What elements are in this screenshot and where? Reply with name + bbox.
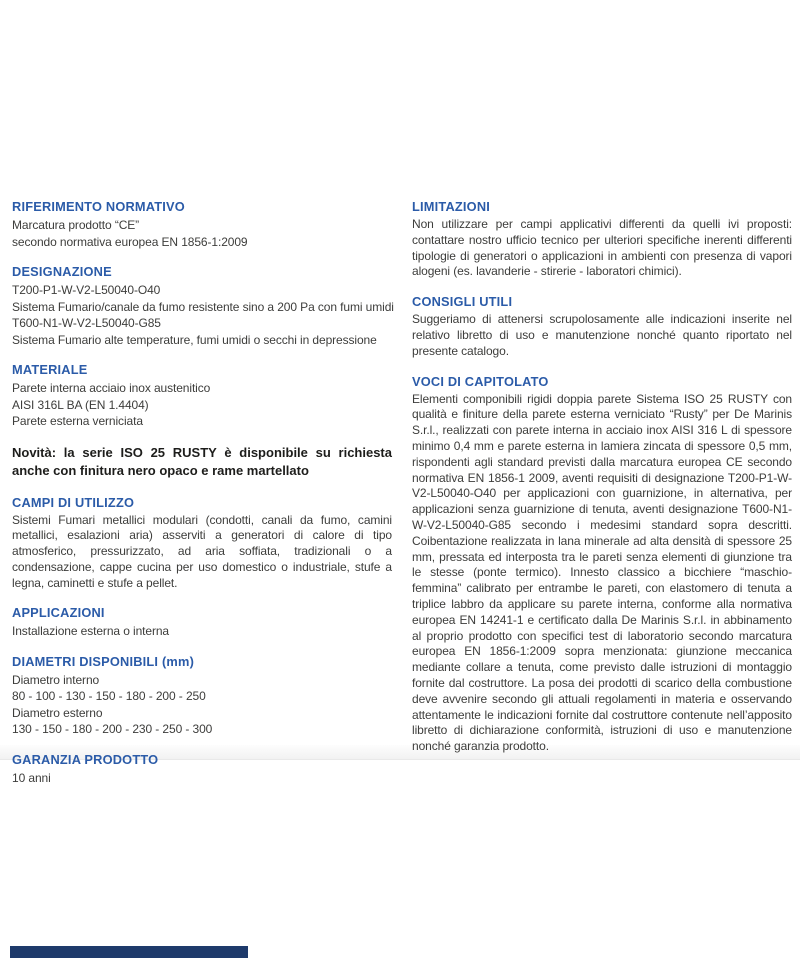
heading-riferimento-normativo: RIFERIMENTO NORMATIVO (12, 199, 185, 214)
text-line: 10 anni (12, 770, 51, 785)
heading-voci-di-capitolato: VOCI DI CAPITOLATO (412, 373, 549, 389)
heading-designazione: DESIGNAZIONE (12, 264, 112, 279)
heading-campi-di-utilizzo: CAMPI DI UTILIZZO (12, 494, 135, 510)
text-line: Parete interna acciaio inox austenitico (12, 381, 211, 395)
section-campi-di-utilizzo (12, 495, 392, 592)
limitazioni-paragraph: Non utilizzare per campi applicativi differenti da quelli ivi proposti: contattare nostro ufficio tecnico per ulteriori specifiche inerenti differenti tipologie di generatori o applicazioni in ambienti con presenza di vapori alogeni (es. lavanderie - stirerie - laboratori chimici). (412, 217, 792, 279)
section-garanzia-prodotto (12, 752, 392, 787)
heading-applicazioni: APPLICAZIONI (12, 605, 105, 621)
text-line: T600-N1-W-V2-L50040-G85 (12, 316, 161, 330)
text-line: T200-P1-W-V2-L50040-O40 (12, 283, 161, 297)
section-diametri-disponibili (12, 654, 392, 738)
text-line: Sistema Fumario alte temperature, fumi umidi o secchi in depressione (12, 332, 377, 347)
section-consigli-utili (412, 294, 792, 359)
text-line: Parete esterna verniciata (12, 414, 143, 428)
section-voci-di-capitolato (412, 374, 792, 755)
section-designazione (12, 264, 392, 348)
left-column (12, 199, 392, 800)
section-materiale (12, 362, 392, 430)
text-line: AISI 316L BA (EN 1.4404) (12, 397, 149, 412)
text-line: Sistema Fumario/canale da fumo resistente sino a 200 Pa con fumi umidi (12, 299, 394, 314)
section-riferimento-normativo (12, 199, 392, 250)
voci-paragraph: Elementi componibili rigidi doppia parete Sistema ISO 25 RUSTY con qualità e finiture della parete esterna verniciato “Rusty” per De Marinis S.r.l., realizzati con parete interna in acciaio inox AISI 316 L di spessore minimo 0,4 mm e parete esterna in lamiera zincata di spessore 0,5 mm, rispondenti agli standard previsti dalla marcatura europea CE secondo normativa EN 1856-1 2009, aventi requisiti di designazione T200-P1-W-V2-L50040-O40 per applicazioni con guarnizione, in alternativa, per applicazioni senza guarnizione di tenuta, aventi designazione T600-N1-W-V2-L50040-G85 secondo i medesimi standard sopra descritti. Coibentazione realizzata in lana minerale ad alta densità di spessore 25 mm, pressata ed interposta tra le pareti senza elementi di giunzione tra le stesse (ponte termico). Innesto classico a bicchiere “maschio-femmina” calibrato per entrambe le pareti, con elastomero di tenuta a triplice labbro da applicare su parete interna, conforme alla normativa europea EN 14241-1 e certificato dalla De Marinis S.r.l. in abbinamento al proprio prodotto con specifici test di laboratorio secondo marcatura europea EN 1856-1:2009 sopra menzionata: giunzione meccanica mediante collare a tenuta, come previsto dalle istruzioni di montaggio fornite dal costruttore. La posa dei prodotti di scarico della combustione deve avvenire secondo gli attuali regolamenti in materia e osservando attentamente le indicazioni fornite dal costruttore contenute nell’apposito libretto di dichiarazione conformità, istruzioni di uso e manutenzione nonché garanzia prodotto. (412, 391, 792, 754)
heading-consigli-utili: CONSIGLI UTILI (412, 294, 513, 310)
text-line: 130 - 150 - 180 - 200 - 230 - 250 - 300 (12, 722, 213, 737)
heading-garanzia-prodotto: GARANZIA PRODOTTO (12, 751, 159, 767)
section-applicazioni (12, 605, 392, 640)
right-column (412, 199, 792, 769)
consigli-paragraph: Suggeriamo di attenersi scrupolosamente alle indicazioni inserite nel relativo libretto di uso e manutenzione nonché quanto riportato nel presente catalogo. (412, 312, 792, 358)
text-line: Diametro esterno (12, 705, 103, 720)
section-limitazioni (412, 199, 792, 280)
text-line: Diametro interno (12, 672, 100, 687)
text-line: Marcatura prodotto “CE” (12, 218, 140, 232)
heading-limitazioni: LIMITAZIONI (412, 199, 491, 214)
heading-materiale: MATERIALE (12, 362, 88, 377)
heading-diametri-disponibili: DIAMETRI DISPONIBILI (mm) (12, 653, 195, 669)
footer-brand-bar (10, 946, 248, 958)
text-line: 80 - 100 - 130 - 150 - 180 - 200 - 250 (12, 689, 206, 704)
campi-paragraph: Sistemi Fumari metallici modulari (condotti, canali da fumo, camini metallici, esalazioni aria) asserviti a generatori di calore di tipo atmosferico, pressurizzato, ad aria soffiata, tradizionali o a condensazione, cappe cucina per uso domestico o industriale, stufe a legna, caminetti e stufe a pellet. (12, 512, 392, 590)
novita-note: Novità: la serie ISO 25 RUSTY è disponibile su richiesta anche con finitura nero opaco e rame martellato (12, 444, 392, 478)
text-line: secondo normativa europea EN 1856-1:2009 (12, 234, 248, 249)
text-line: Installazione esterna o interna (12, 624, 170, 639)
